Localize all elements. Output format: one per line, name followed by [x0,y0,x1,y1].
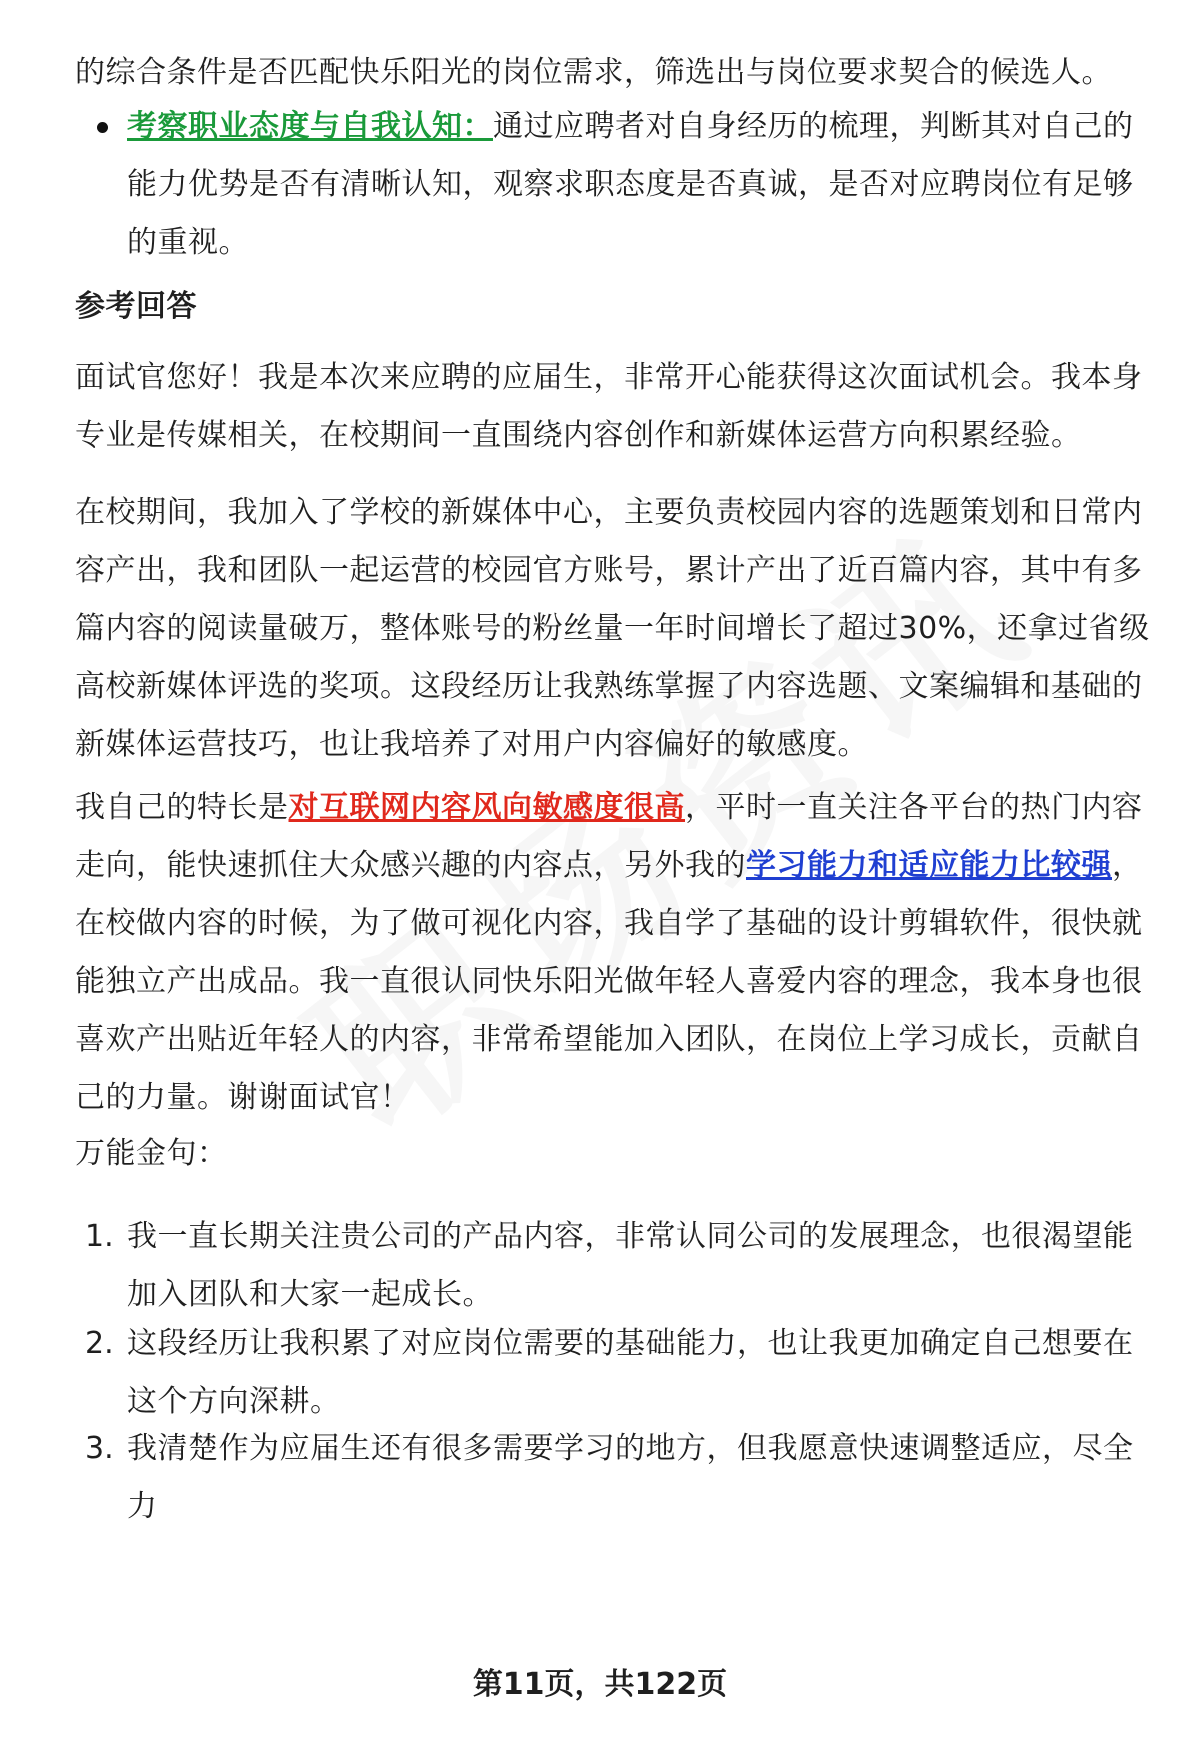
page-footer: 第11页，共122页 [472,1667,728,1702]
bullet-label: 考察职业态度与自我认知： [127,109,493,144]
list-item: 这段经历让我积累了对应岗位需要的基础能力，也让我更加确定自己想要在这个方向深耕。 [127,1326,1134,1419]
paragraph-experience: 在校期间，我加入了学校的新媒体中心，主要负责校园内容的选题策划和日常内容产出，我和团队一起运营的校园官方账号，累计产出了近百篇内容，其中有多篇内容的阅读量破万，整体账号的粉丝量一年时间增长了超过30%，还拿过省级高校新媒体评选的奖项。这段经历让我熟练掌握了内容选题、文案编辑和基础的新媒体运营技巧，也让我培养了对用户内容偏好的敏感度。 [75,495,1150,762]
highlight-learning: 学习能力和适应能力比较强 [746,848,1112,883]
bullet-dot-icon [97,122,108,133]
list-number: 3. [85,1431,114,1466]
list-number: 2. [85,1326,114,1361]
bullet-content [127,98,1145,272]
section-heading: 参考回答 [75,289,197,324]
golden-heading: 万能金句： [75,1136,228,1171]
highlight-sensitivity: 对互联网内容风向敏感度很高 [288,790,685,825]
strengths-text-2: ，平时一直关注各平台的热门内容走向，能快速抓住大众感兴趣的内容点，另外我的 [75,790,1143,883]
paragraph-strengths [75,779,1155,1127]
intro-continuation: 的综合条件是否匹配快乐阳光的岗位需求，筛选出与岗位要求契合的候选人。 [75,55,1112,90]
strengths-text-3: ，在校做内容的时候，为了做可视化内容，我自学了基础的设计剪辑软件，很快就能独立产出成品。我一直很认同快乐阳光做年轻人喜爱内容的理念，我本身也很喜欢产出贴近年轻人的内容，非常希望能加入团队，在岗位上学习成长，贡献自己的力量。谢谢面试官！ [75,848,1143,1115]
list-item: 我一直长期关注贵公司的产品内容，非常认同公司的发展理念，也很渴望能加入团队和大家一起成长。 [127,1219,1134,1312]
strengths-text-1: 我自己的特长是 [75,790,289,825]
list-item: 我清楚作为应届生还有很多需要学习的地方，但我愿意快速调整适应，尽全力 [127,1431,1134,1524]
list-number: 1. [85,1219,114,1254]
paragraph-intro: 面试官您好！我是本次来应聘的应届生，非常开心能获得这次面试机会。我本身专业是传媒相关，在校期间一直围绕内容创作和新媒体运营方向积累经验。 [75,360,1143,453]
bullet-text: 通过应聘者对自身经历的梳理，判断其对自己的能力优势是否有清晰认知，观察求职态度是否真诚，是否对应聘岗位有足够的重视。 [127,109,1134,260]
